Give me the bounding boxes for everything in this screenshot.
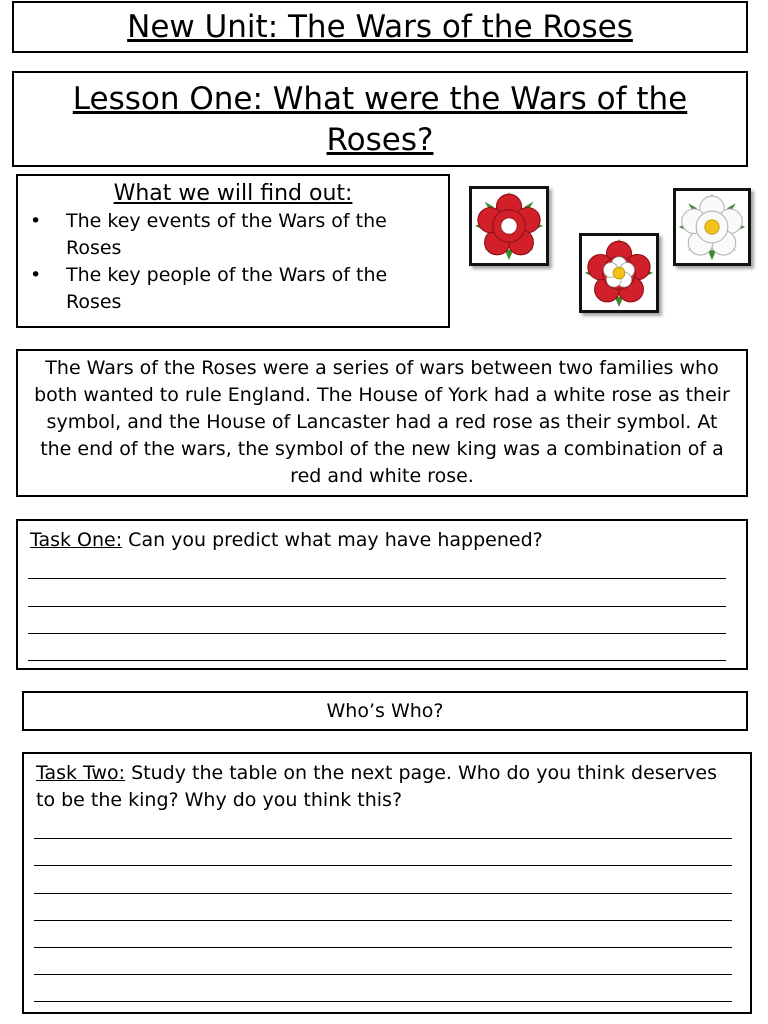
find-out-box [16,174,450,328]
intro-box [16,349,748,497]
red-rose-icon [472,189,546,263]
white-rose-icon [676,191,748,263]
answer-line[interactable] [34,865,732,866]
answer-line[interactable] [34,947,732,948]
whos-who-box [22,691,748,731]
task-one-prompt [18,521,746,554]
answer-line[interactable] [34,893,732,894]
find-out-list [18,208,448,316]
red-rose-image [469,186,549,266]
task-one-box [16,519,748,670]
task-one-label: Task One: [30,529,123,551]
lesson-title-line-1: Lesson One: What were the Wars of the [72,81,688,117]
unit-title-box [12,1,748,53]
answer-line[interactable] [34,1001,732,1002]
task-two-box [22,752,752,1014]
lesson-title-line-2: Roses? [326,122,434,158]
answer-line[interactable] [34,974,732,975]
find-out-heading: What we will find out: [113,181,353,206]
answer-line[interactable] [34,838,732,839]
answer-line[interactable] [28,578,726,579]
task-two-question: Study the table on the next page. Who do you think deserves to be the king? Why do you think this? [36,762,717,811]
unit-title: New Unit: The Wars of the Roses [127,9,633,45]
answer-line[interactable] [28,606,726,607]
list-item: • The key events of the Wars of the Roses [66,208,448,262]
list-item: • The key people of the Wars of the Roses [66,262,448,316]
whos-who-heading: Who’s Who? [326,700,444,722]
task-two-prompt [24,754,750,814]
task-two-label: Task Two: [36,762,126,784]
intro-text: The Wars of the Roses were a series of wars between two families who both wanted to rule England. The House of York had a white rose as their symbol, and the House of Lancaster had a red rose as their symbol. At the end of the wars, the symbol of the new king was a combination of a red and white rose. [34,357,730,487]
answer-line[interactable] [34,920,732,921]
tudor-rose-image [579,233,659,313]
answer-line[interactable] [28,660,726,661]
tudor-rose-icon [582,236,656,310]
lesson-title [14,73,746,161]
task-one-question: Can you predict what may have happened? [122,529,543,551]
lesson-title-box [12,71,748,167]
answer-line[interactable] [28,633,726,634]
white-rose-image [673,188,751,266]
